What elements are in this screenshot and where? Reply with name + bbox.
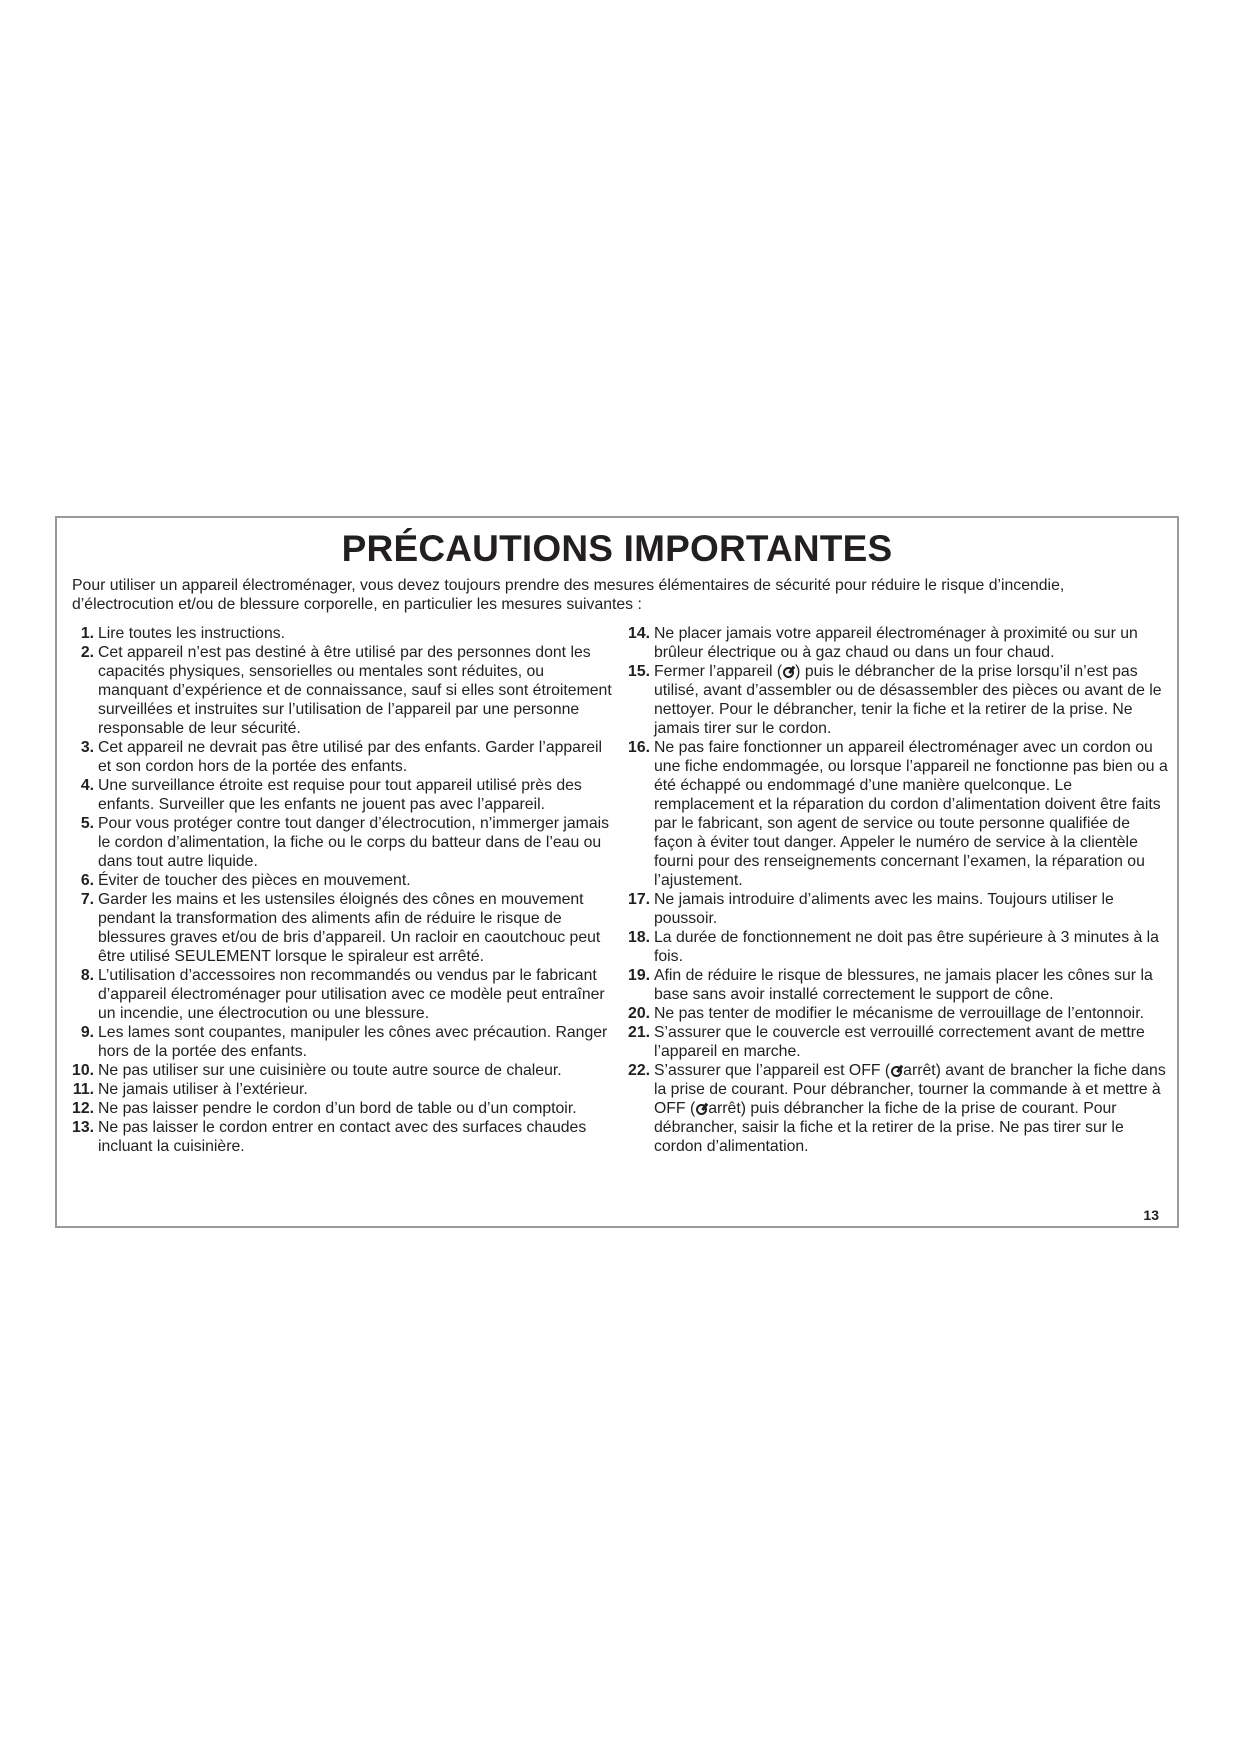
item-text: Cet appareil ne devrait pas être utilisé par des enfants. Garder l’appareil et son cordon hors de la portée des enfants. (98, 739, 603, 775)
item-text: Ne placer jamais votre appareil électroménager à proximité ou sur un brûleur électrique ou à gaz chaud ou dans un four chaud. (654, 625, 1138, 661)
list-item (628, 1023, 1168, 1061)
item-text: Éviter de toucher des pièces en mouvement. (98, 872, 411, 889)
item-text: S’assurer que le couvercle est verrouillé correctement avant de mettre l’appareil en marche. (654, 1024, 1145, 1060)
list-item (72, 1099, 612, 1118)
item-number: 7 . (72, 890, 94, 909)
item-number: 14 . (628, 624, 650, 643)
item-number: 5 . (72, 814, 94, 833)
instructions-list-right (628, 624, 1168, 1156)
list-item (72, 1061, 612, 1080)
item-number: 19 . (628, 966, 650, 985)
item-text: Ne pas laisser pendre le cordon d’un bord de table ou d’un comptoir. (98, 1100, 577, 1117)
list-item (628, 738, 1168, 890)
item-text: Lire toutes les instructions. (98, 625, 286, 642)
item-text: Afin de réduire le risque de blessures, ne jamais placer les cônes sur la base sans avoir installé correctement le support de cône. (654, 967, 1153, 1003)
item-number: 15 . (628, 662, 650, 681)
item-text: Ne pas utiliser sur une cuisinière ou toute autre source de chaleur. (98, 1062, 562, 1079)
list-item (72, 814, 612, 871)
off-switch-icon (783, 667, 794, 678)
item-text-pre: Fermer l’appareil ( (654, 663, 783, 680)
item-text: Ne jamais introduire d’aliments avec les mains. Toujours utiliser le poussoir. (654, 891, 1114, 927)
item-number: 3 . (72, 738, 94, 757)
list-item (628, 662, 1168, 738)
intro-paragraph: Pour utiliser un appareil électroménager, vous devez toujours prendre des mesures élémentaires de sécurité pour réduire le risque d’incendie, d’électrocution et/ou de blessure corporelle, en particulier les mesures suivantes : (72, 577, 1065, 613)
page-title: PRÉCAUTIONS IMPORTANTES (341, 528, 893, 569)
item-text-post: ) puis le débrancher de la prise lorsqu’il n’est pas utilisé, avant d’assembler ou de désassembler des pièces ou avant de le nettoyer. Pour le débrancher, tenir la fiche et la retirer de la prise. Ne jamais tirer sur le cordon. (654, 663, 1162, 737)
list-item (72, 738, 612, 776)
item-number: 13 . (72, 1118, 94, 1137)
item-number: 6 . (72, 871, 94, 890)
list-item (72, 776, 612, 814)
item-number: 9 . (72, 1023, 94, 1042)
item-text: Les lames sont coupantes, manipuler les cônes avec précaution. Ranger hors de la portée des enfants. (98, 1024, 608, 1060)
list-item (72, 1080, 612, 1099)
item-number: 20 . (628, 1004, 650, 1023)
item-number: 2 . (72, 643, 94, 662)
list-item (628, 928, 1168, 966)
item-text-pre: S’assurer que l’appareil est OFF ( (654, 1062, 891, 1079)
item-text: Ne pas tenter de modifier le mécanisme de verrouillage de l’entonnoir. (654, 1005, 1144, 1022)
item-number: 4 . (72, 776, 94, 795)
safety-box (55, 516, 1179, 1228)
item-number: 17 . (628, 890, 650, 909)
list-item (72, 871, 612, 890)
item-text: Cet appareil n’est pas destiné à être utilisé par des personnes dont les capacités physiques, sensorielles ou mentales sont réduites, ou manquant d’expérience et de connaissance, sauf si elles sont étroitement surveillées et instruites sur l’utilisation de l’appareil par une personne responsable de leur sécurité. (98, 644, 612, 737)
item-number: 8 . (72, 966, 94, 985)
item-number: 11 . (72, 1080, 94, 1099)
item-text: Ne pas faire fonctionner un appareil électroménager avec un cordon ou une fiche endommagée, ou lorsque l’appareil ne fonctionne pas bien ou a été échappé ou endommagé d’une manière quelconque. Le remplacement et la réparation du cordon d’alimentation doivent être faits par le fabricant, son agent de service ou toute personne qualifiée de façon à éviter tout danger. Appeler le numéro de service à la clientèle fourni pour des renseignements concernant l’examen, la réparation ou l’ajustement. (654, 739, 1168, 889)
list-item (628, 624, 1168, 662)
page-number: 13 (1143, 1207, 1159, 1223)
off-switch-icon (891, 1066, 902, 1077)
list-item (72, 624, 612, 643)
item-text: Ne pas laisser le cordon entrer en contact avec des surfaces chaudes incluant la cuisinière. (98, 1119, 587, 1155)
list-item (628, 1004, 1168, 1023)
list-item (72, 1023, 612, 1061)
item-number: 16 . (628, 738, 650, 757)
off-switch-icon (696, 1104, 707, 1115)
list-item (72, 966, 612, 1023)
item-text: Pour vous protéger contre tout danger d’électrocution, n’immerger jamais le cordon d’alimentation, la fiche ou le corps du batteur dans de l’eau ou dans tout autre liquide. (98, 815, 610, 870)
item-number: 1 . (72, 624, 94, 643)
item-number: 18 . (628, 928, 650, 947)
item-text: Une surveillance étroite est requise pour tout appareil utilisé près des enfants. Surveiller que les enfants ne jouent pas avec l’appareil. (98, 777, 582, 813)
instructions-list-left (72, 624, 612, 1156)
item-text-mid: arrêt) avant de brancher la fiche dans la prise de courant. Pour débrancher, tourner la commande à et mettre à OFF ( (654, 1062, 1166, 1117)
item-text: Ne jamais utiliser à l’extérieur. (98, 1081, 308, 1098)
item-number: 22 . (628, 1061, 650, 1080)
item-text: L’utilisation d’accessoires non recommandés ou vendus par le fabricant d’appareil électroménager pour utilisation avec ce modèle peut entraîner un incendie, une électrocution ou une blessure. (98, 967, 605, 1022)
item-text: La durée de fonctionnement ne doit pas être supérieure à 3 minutes à la fois. (654, 929, 1159, 965)
list-item (72, 890, 612, 966)
item-text-post: arrêt) puis débrancher la fiche de la prise de courant. Pour débrancher, saisir la fiche et la retirer de la prise. Ne pas tirer sur le cordon d’alimentation. (654, 1100, 1124, 1155)
list-item (72, 1118, 612, 1156)
item-text: Garder les mains et les ustensiles éloignés des cônes en mouvement pendant la transformation des aliments afin de réduire le risque de blessures graves et/ou de bris d’appareil. Un racloir en caoutchouc peut être utilisé SEULEMENT lorsque le spiraleur est arrêté. (98, 891, 601, 965)
list-item (628, 890, 1168, 928)
item-number: 10 . (72, 1061, 94, 1080)
list-item (72, 643, 612, 738)
item-number: 12 . (72, 1099, 94, 1118)
list-item (628, 1061, 1168, 1156)
list-item (628, 966, 1168, 1004)
item-number: 21 . (628, 1023, 650, 1042)
